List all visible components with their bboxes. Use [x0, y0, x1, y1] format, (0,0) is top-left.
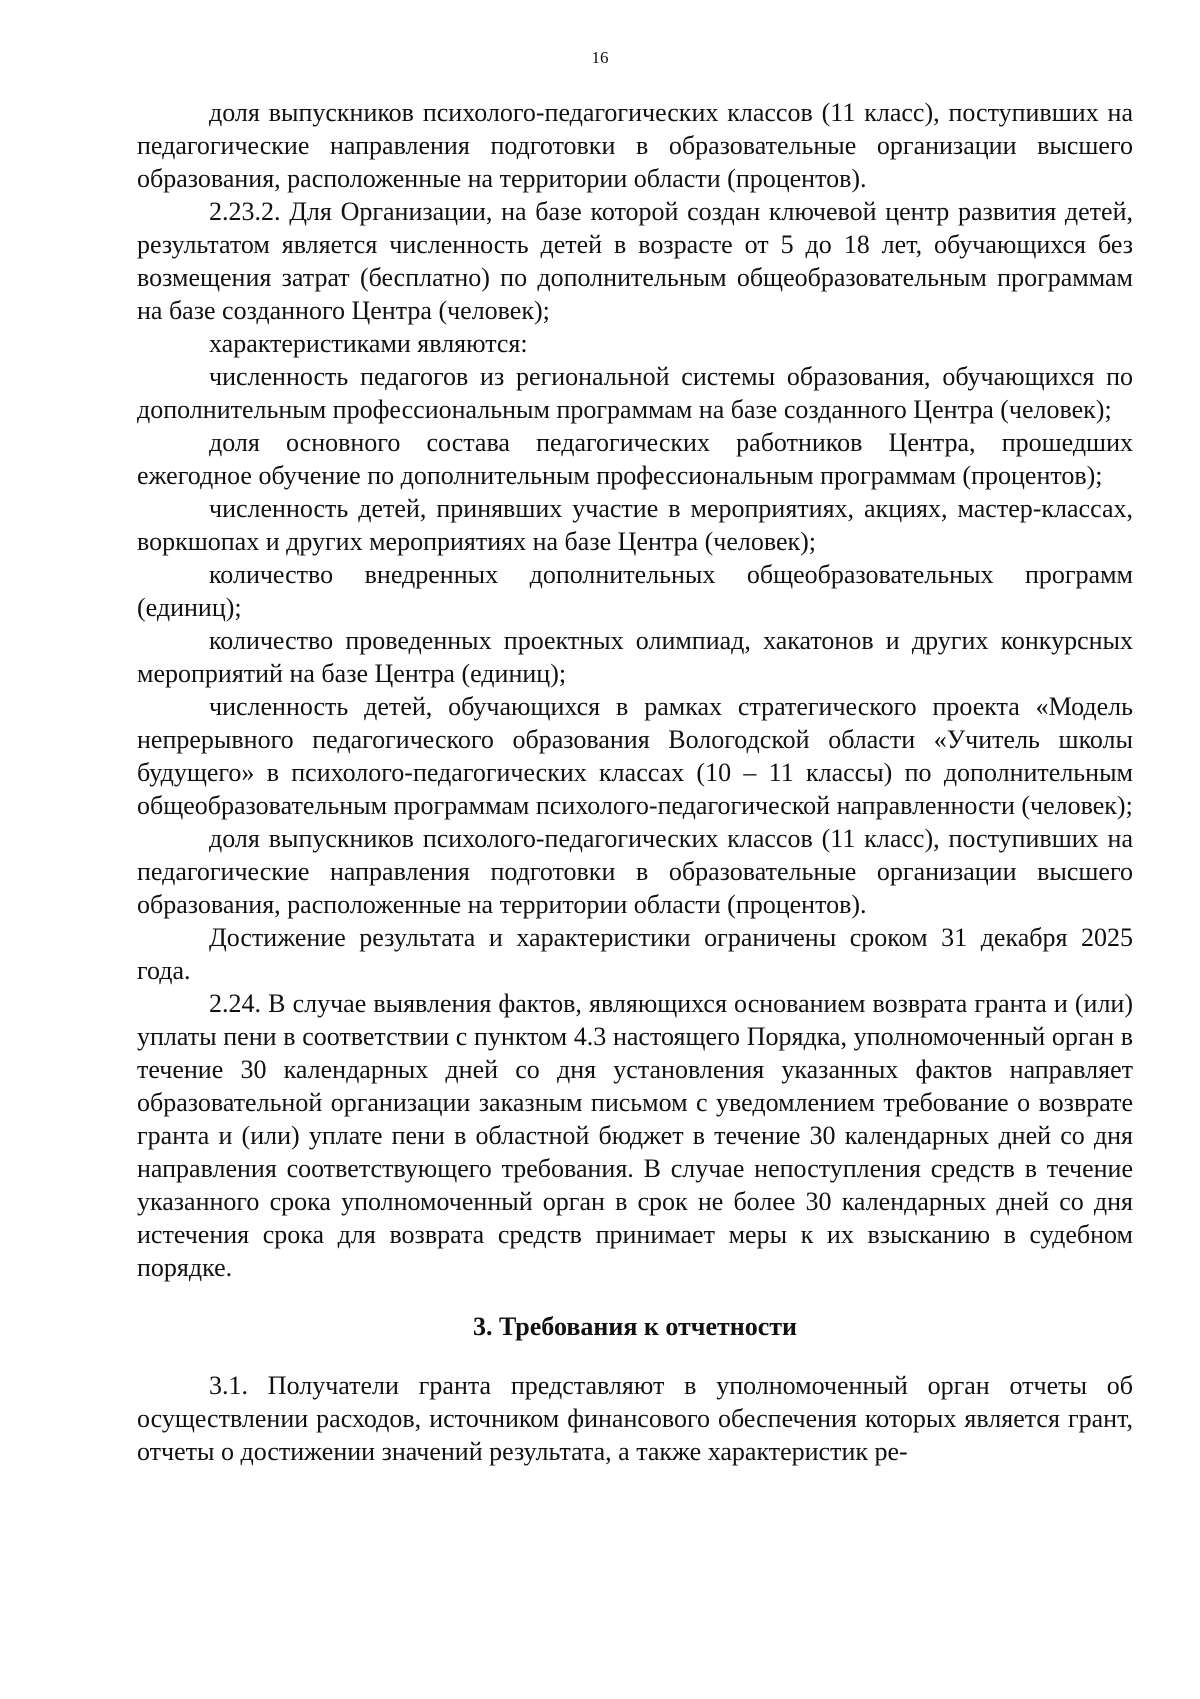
paragraph: численность педагогов из региональной системы образования, обучающихся по дополнительным профессиональным программам на базе созданного Центра (человек);: [137, 362, 1133, 424]
paragraph: Достижение результата и характеристики ограничены сроком 31 декабря 2025 года.: [137, 923, 1133, 985]
paragraph: доля выпускников психолого-педагогических классов (11 класс), поступивших на педагогические направления подготовки в образовательные организации высшего образования, расположенные на территории области (процентов).: [137, 824, 1133, 919]
paragraph: доля выпускников психолого-педагогических классов (11 класс), поступивших на педагогические направления подготовки в образовательные организации высшего образования, расположенные на территории области (процентов).: [137, 98, 1133, 193]
paragraph: 2.24. В случае выявления фактов, являющихся основанием возврата гранта и (или) уплаты пени в соответствии с пунктом 4.3 настоящего Порядка, уполномоченный орган в течение 30 календарных дней со дня установления указанных фактов направляет образовательной организации заказным письмом с уведомлением требование о возврате гранта и (или) уплате пени в областной бюджет в течение 30 календарных дней со дня направления соответствующего требования. В случае непоступления средств в течение указанного срока уполномоченный орган в срок не более 30 календарных дней со дня истечения срока для возврата средств принимает меры к их взысканию в судебном порядке.: [137, 989, 1133, 1282]
paragraph: 2.23.2. Для Организации, на базе которой создан ключевой центр развития детей, результатом является численность детей в возрасте от 5 до 18 лет, обучающихся без возмещения затрат (бесплатно) по дополнительным общеобразовательным программам на базе созданного Центра (человек);: [137, 197, 1133, 325]
paragraph: количество проведенных проектных олимпиад, хакатонов и других конкурсных мероприятий на базе Центра (единиц);: [137, 626, 1133, 688]
paragraph: численность детей, принявших участие в мероприятиях, акциях, мастер-классах, воркшопах и других мероприятиях на базе Центра (человек);: [137, 494, 1133, 556]
paragraph: количество внедренных дополнительных общеобразовательных программ (единиц);: [137, 560, 1133, 622]
section-heading: 3. Требования к отчетности: [472, 1312, 798, 1341]
document-body: [137, 96, 1133, 1468]
page-number: 16: [591, 48, 609, 67]
paragraph: характеристиками являются:: [209, 329, 528, 358]
paragraph: 3.1. Получатели гранта представляют в уполномоченный орган отчеты об осуществлении расходов, источником финансового обеспечения которых является грант, отчеты о достижении значений результата, а также характеристик ре-: [137, 1371, 1133, 1466]
paragraph: численность детей, обучающихся в рамках стратегического проекта «Модель непрерывного педагогического образования Вологодской области «Учитель школы будущего» в психолого-педагогических классах (10 – 11 классы) по дополнительным общеобразовательным программам психолого-педагогической направленности (человек);: [137, 692, 1133, 820]
paragraph: доля основного состава педагогических работников Центра, прошедших ежегодное обучение по дополнительным профессиональным программам (процентов);: [137, 428, 1133, 490]
